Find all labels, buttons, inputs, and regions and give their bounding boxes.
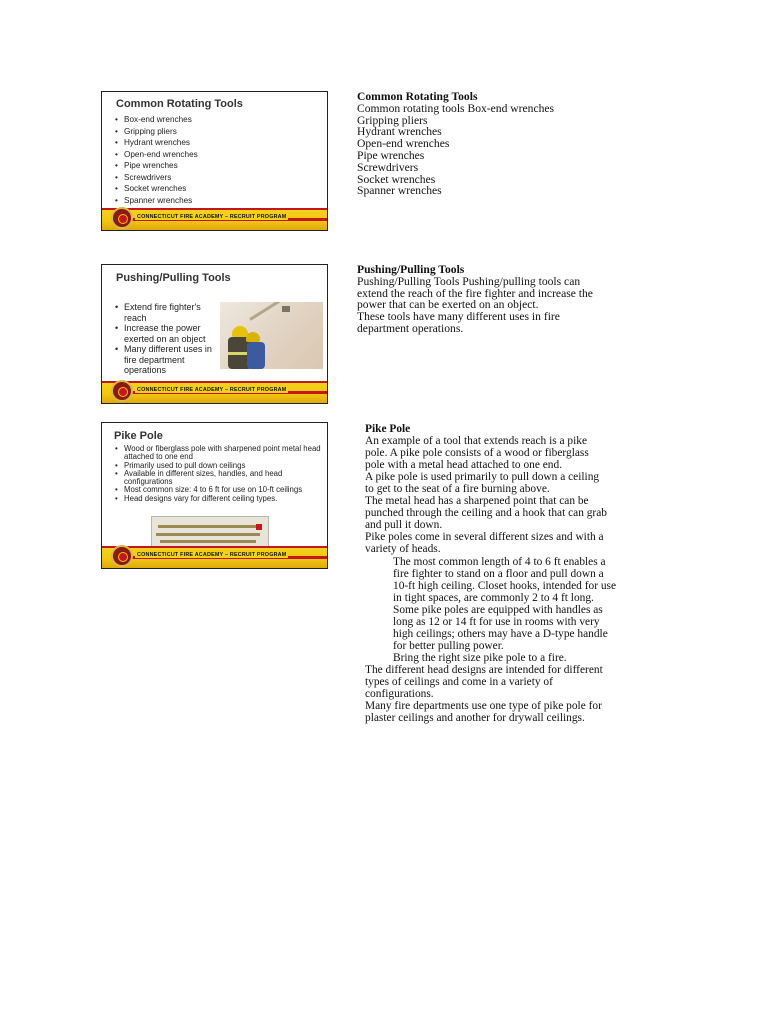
ceiling-fixture <box>282 306 290 312</box>
firefighters-photo <box>220 302 323 369</box>
helmet-shape <box>246 332 260 342</box>
list-item: • Pipe wrenches <box>115 160 198 172</box>
list-item: • Available in different sizes, handles, and head configurations <box>115 470 325 487</box>
notes-line-indented: Some pike poles are equipped with handles as <box>393 603 603 616</box>
notes-line: Pushing/Pulling Tools Pushing/pulling tools can <box>357 274 581 288</box>
slide-footer-banner <box>102 208 327 230</box>
notes-line: department operations. <box>357 321 464 335</box>
list-item: • Spanner wrenches <box>115 195 198 207</box>
firefighter-figure <box>247 342 265 369</box>
notes-line: Many fire departments use one type of pike pole for <box>365 700 602 713</box>
list-item: • Head designs vary for different ceiling types. <box>115 495 325 503</box>
notes-line-indented: fire fighter to stand on a floor and pull down a <box>393 567 604 580</box>
slide-title: Pushing/Pulling Tools <box>116 272 231 284</box>
slide-bullet-list <box>115 445 325 503</box>
speaker-notes-pike-pole <box>365 423 616 724</box>
notes-line-indented: 10-ft high ceiling. Closet hooks, intended for use <box>393 579 617 592</box>
notes-title: Common Rotating Tools <box>357 90 478 103</box>
notes-line: Common rotating tools Box-end wrenches <box>357 101 555 115</box>
notes-line: A pike pole is used primarily to pull down a ceiling <box>365 471 600 484</box>
speaker-notes-common-rotating-tools <box>357 91 554 197</box>
pike-pole-shape <box>249 302 301 321</box>
slide-bullet-list <box>115 302 215 376</box>
list-item: • Extend fire fighter's reach <box>115 302 215 323</box>
list-item: • Screwdrivers <box>115 172 198 184</box>
notes-line: Hydrant wrenches <box>357 125 442 139</box>
notes-line: The different head designs are intended for different <box>365 663 603 676</box>
notes-line: Gripping pliers <box>357 113 428 127</box>
slide-title: Common Rotating Tools <box>116 98 243 110</box>
notes-line: punched through the ceiling and a hook that can grab <box>365 507 607 520</box>
pole-shape <box>156 533 260 536</box>
slide-footer-banner <box>102 546 327 568</box>
footer-label: CONNECTICUT FIRE ACADEMY – RECRUIT PROGRAM <box>137 387 287 393</box>
notes-line: configurations. <box>365 688 434 701</box>
list-item: • Wood or fiberglass pole with sharpened point metal head attached to one end <box>115 445 325 462</box>
pole-shape <box>158 525 258 528</box>
list-item: • Socket wrenches <box>115 183 198 195</box>
notes-line: Socket wrenches <box>357 172 436 186</box>
slide-pike-pole <box>101 422 328 569</box>
slide-bullet-list <box>115 114 198 206</box>
list-item: • Box-end wrenches <box>115 114 198 126</box>
footer-label: CONNECTICUT FIRE ACADEMY – RECRUIT PROGRAM <box>137 214 287 220</box>
notes-title: Pike Pole <box>365 423 411 435</box>
list-item: • Many different uses in fire department operations <box>115 344 215 376</box>
footer-label: CONNECTICUT FIRE ACADEMY – RECRUIT PROGRAM <box>137 552 287 558</box>
slide-common-rotating-tools <box>101 91 328 231</box>
notes-line: Screwdrivers <box>357 160 419 174</box>
slide-footer-banner <box>102 381 327 403</box>
academy-seal-icon <box>111 545 133 567</box>
notes-line: Pipe wrenches <box>357 148 425 162</box>
notes-line-indented: The most common length of 4 to 6 ft enables a <box>393 555 606 568</box>
notes-line: These tools have many different uses in fire <box>357 310 560 324</box>
notes-line: An example of a tool that extends reach is a pike <box>365 435 588 448</box>
list-item: • Hydrant wrenches <box>115 137 198 149</box>
notes-line: variety of heads. <box>365 543 441 556</box>
pole-shape <box>160 540 256 543</box>
pole-handle-shape <box>256 524 262 530</box>
notes-line-indented: for better pulling power. <box>393 639 504 652</box>
slide-title: Pike Pole <box>114 430 163 442</box>
academy-seal-icon <box>111 207 133 229</box>
list-item: • Primarily used to pull down ceilings <box>115 462 325 470</box>
notes-line: and pull it down. <box>365 519 443 532</box>
notes-line: Open-end wrenches <box>357 137 450 151</box>
pike-poles-photo <box>151 516 269 550</box>
notes-line: plaster ceilings and another for drywall ceilings. <box>365 712 585 725</box>
notes-line: to get to the seat of a fire burning above. <box>365 483 550 496</box>
speaker-notes-pushing-pulling-tools <box>357 264 593 335</box>
notes-line-indented: high ceilings; others may have a D-type handle <box>393 627 608 640</box>
notes-line: pole. A pike pole consists of a wood or fiberglass <box>365 447 589 460</box>
slide-pushing-pulling-tools <box>101 264 328 404</box>
notes-line: types of ceilings and come in a variety of <box>365 675 553 688</box>
notes-line: pole with a metal head attached to one end. <box>365 459 563 472</box>
notes-line-indented: in tight spaces, are commonly 2 to 4 ft long. <box>393 591 594 604</box>
list-item: • Gripping pliers <box>115 126 198 138</box>
notes-line-indented: long as 12 or 14 ft for use in rooms with very <box>393 615 600 628</box>
notes-line: extend the reach of the fire fighter and increase the <box>357 286 593 300</box>
notes-line: Spanner wrenches <box>357 184 442 198</box>
notes-line: Pike poles come in several different sizes and with a <box>365 531 604 544</box>
list-item: • Most common size: 4 to 6 ft for use on 10-ft ceilings <box>115 486 325 494</box>
notes-line: The metal head has a sharpened point that can be <box>365 495 589 508</box>
notes-line: power that can be exerted on an object. <box>357 298 539 312</box>
academy-seal-icon <box>111 380 133 402</box>
notes-line-indented: Bring the right size pike pole to a fire. <box>393 651 567 664</box>
notes-title: Pushing/Pulling Tools <box>357 263 465 276</box>
list-item: • Open-end wrenches <box>115 149 198 161</box>
list-item: • Increase the power exerted on an object <box>115 323 215 344</box>
